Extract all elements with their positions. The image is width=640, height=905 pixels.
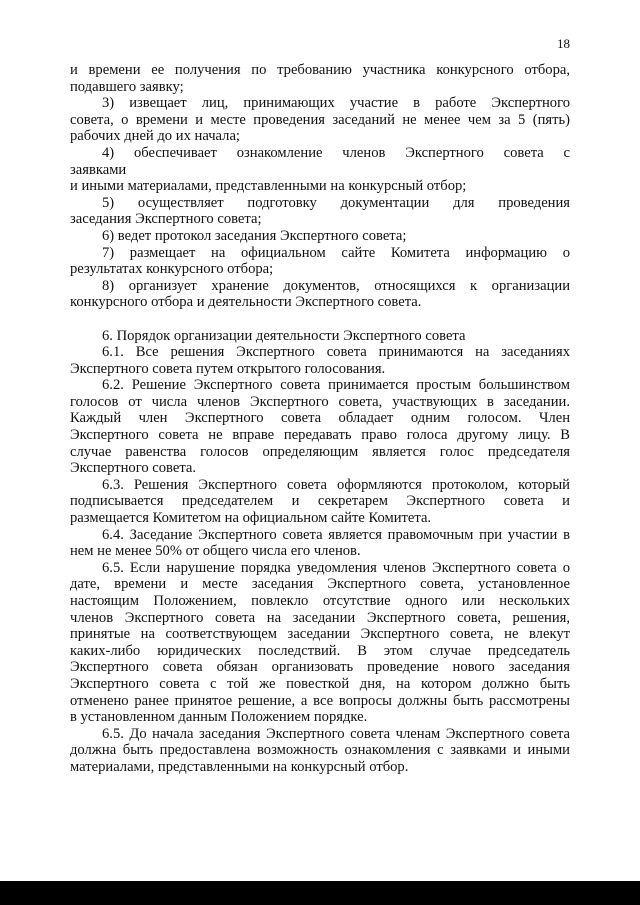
text-line: Экспертного совета. xyxy=(70,460,197,477)
text-line: 6.2. Решение Экспертного совета принимается простым большинством xyxy=(102,377,570,394)
text-line: Каждый член Экспертного совета обладает одним голосом. Член xyxy=(70,410,570,427)
text-line: 4) обеспечивает ознакомление членов Экспертного совета с xyxy=(102,144,570,161)
text-line: размещается Комитетом на официальном сайте Комитета. xyxy=(70,510,432,527)
text-line: заявками xyxy=(70,161,127,178)
text-line: рабочих дней до их начала; xyxy=(70,128,240,145)
text-line: Экспертного совета обязан организовать проведение нового заседания xyxy=(70,659,570,676)
text-line: 6.4. Заседание Экспертного совета является правомочным при участии в xyxy=(102,526,570,543)
text-line: материалами, представленными на конкурсный отбор. xyxy=(70,758,409,775)
text-line: подавшего заявку; xyxy=(70,78,184,95)
text-line: каких-либо юридических последствий. В этом случае председатель xyxy=(70,642,570,659)
text-line: должна быть предоставлена возможность ознакомления с заявками и иными xyxy=(70,742,570,759)
text-line: 3) извещает лиц, принимающих участие в работе Экспертного xyxy=(102,95,570,112)
text-line: 6.5. Если нарушение порядка уведомления членов Экспертного совета о xyxy=(102,559,570,576)
scan-bottom-edge xyxy=(0,881,640,905)
text-line: отменено ранее принятое решение, а все вопросы должны быть рассмотрены xyxy=(70,692,570,709)
text-line: принятые на соответствующем заседании Экспертного совета, не влекут xyxy=(70,626,570,643)
text-line: и иными материалами, представленными на конкурсный отбор; xyxy=(70,178,467,195)
page-number: 18 xyxy=(557,36,570,51)
text-line: членов Экспертного совета на заседании Экспертного совета, решения, xyxy=(70,609,570,626)
text-line: в установленном данным Положением порядке. xyxy=(70,709,368,726)
text-line: Экспертного совета с той же повесткой дня, на котором должно быть xyxy=(70,675,570,692)
text-line: 6.1. Все решения Экспертного совета принимаются на заседаниях xyxy=(102,344,570,361)
text-line: подписывается председателем и секретарем Экспертного совета и xyxy=(70,493,570,510)
text-line: нем не менее 50% от общего числа его членов. xyxy=(70,543,361,560)
text-line: 6.5. До начала заседания Экспертного совета членам Экспертного совета xyxy=(102,725,570,742)
text-line: 6. Порядок организации деятельности Экспертного совета xyxy=(102,327,466,344)
text-line: заседания Экспертного совета; xyxy=(70,211,262,228)
text-line: 6.3. Решения Экспертного совета оформляются протоколом, который xyxy=(102,476,570,493)
text-line: 6) ведет протокол заседания Экспертного совета; xyxy=(102,227,407,244)
text-line: и времени ее получения по требованию участника конкурсного отбора, xyxy=(70,62,570,78)
text-line: дате, времени и месте заседания Экспертного совета, установленное xyxy=(70,576,570,593)
text-line: голосов от числа членов Экспертного совета, участвующих в заседании. xyxy=(70,393,570,410)
text-line: 5) осуществляет подготовку документации для проведения xyxy=(102,194,570,211)
text-line: случае равенства голосов определяющим является голос председателя xyxy=(70,443,570,460)
paragraph-gap xyxy=(70,311,570,328)
text-line: 7) размещает на официальном сайте Комитета информацию о xyxy=(102,244,570,261)
text-line: совета, о времени и месте проведения заседаний не менее чем за 5 (пять) xyxy=(70,111,570,128)
text-line: Экспертного совета не вправе передавать право голоса другому лицу. В xyxy=(70,427,570,444)
text-line: результатах конкурсного отбора; xyxy=(70,261,274,278)
text-line: 8) организует хранение документов, относящихся к организации xyxy=(102,277,570,294)
text-line: Экспертного совета путем открытого голосования. xyxy=(70,360,386,377)
text-line: конкурсного отбора и деятельности Экспертного совета. xyxy=(70,294,422,311)
text-line: настоящим Положением, повлекло отсутствие одного или нескольких xyxy=(70,593,570,609)
document-body xyxy=(70,62,570,776)
